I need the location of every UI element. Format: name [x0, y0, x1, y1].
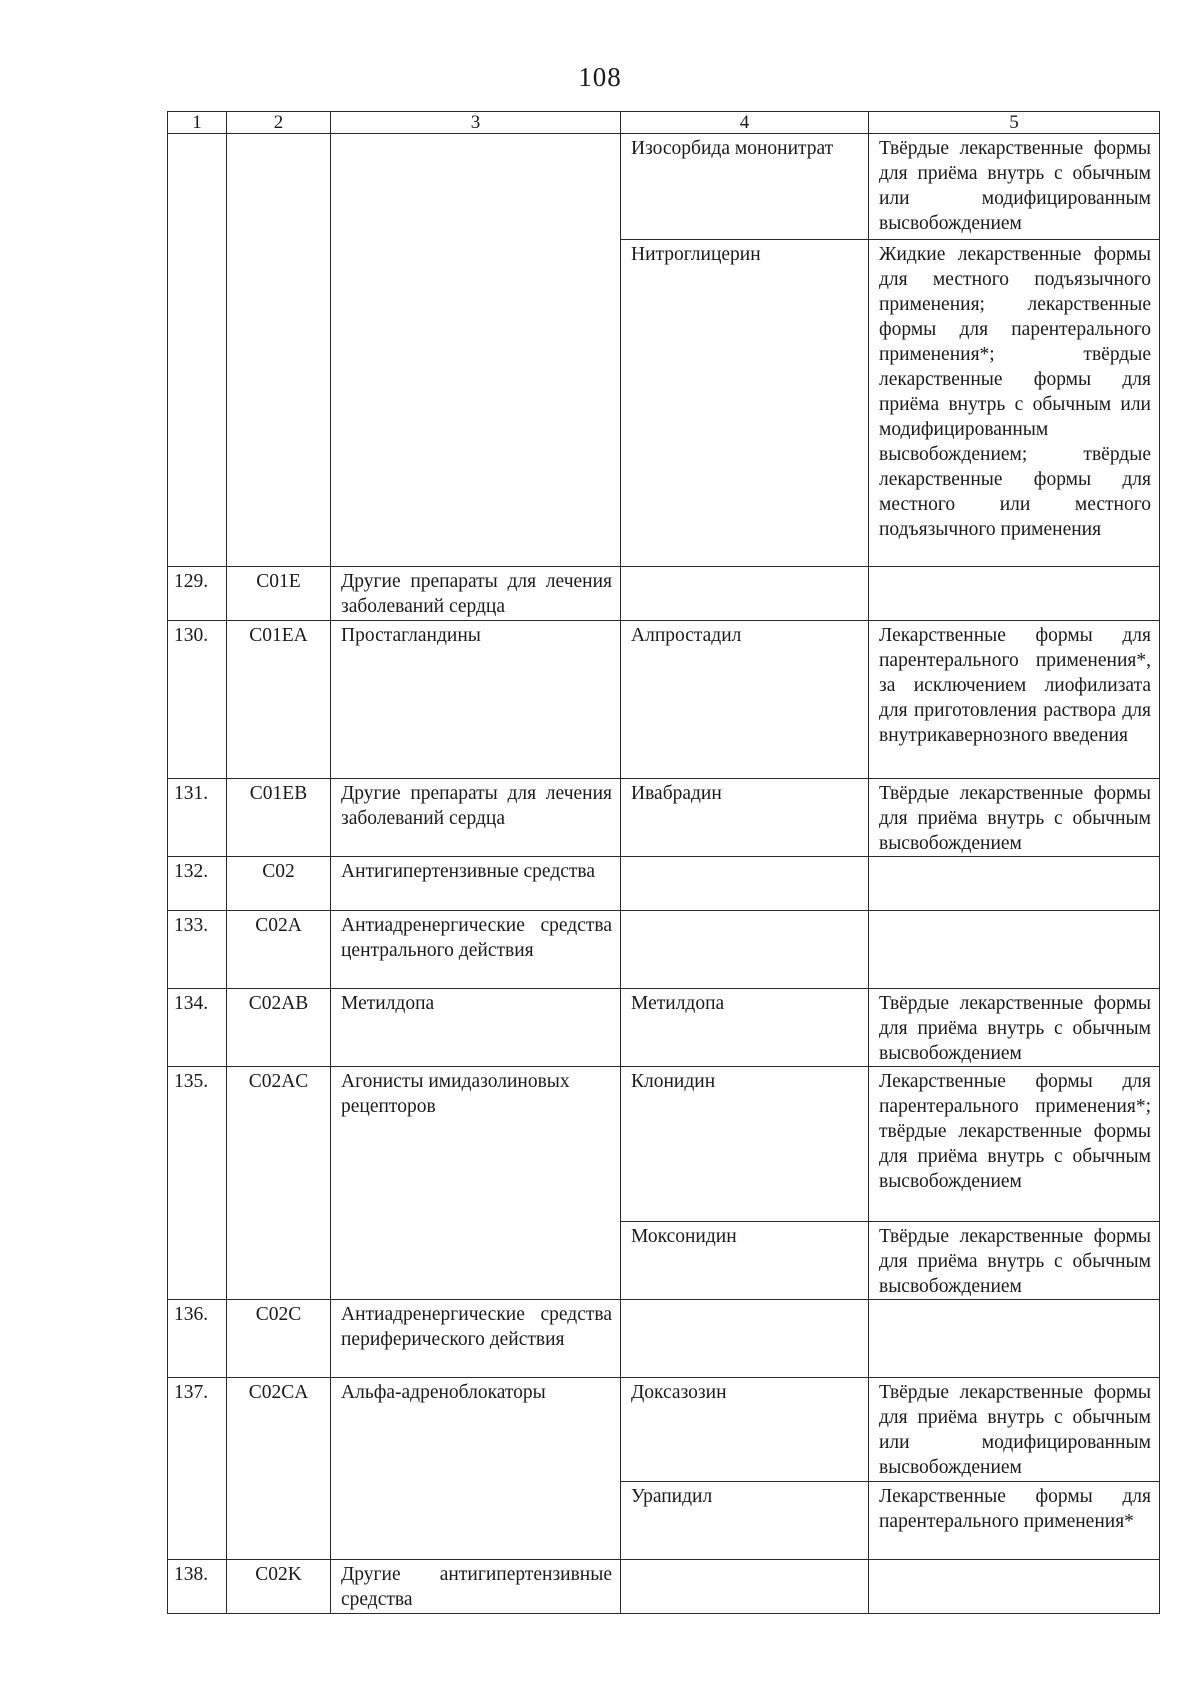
dosage-forms — [869, 911, 1160, 989]
dosage-forms: Твёрдые лекарственные формы для приёма внутрь с обычным высвобождением — [869, 779, 1160, 857]
drug-name: Изосорбида мононитрат — [621, 134, 869, 240]
dosage-forms: Лекарственные формы для парентерального применения* — [869, 1482, 1160, 1560]
atc-code — [227, 134, 331, 567]
drug-name — [621, 1300, 869, 1378]
atc-code: C02 — [227, 857, 331, 911]
table-row — [168, 911, 1160, 989]
group-name: Простагландины — [331, 621, 621, 779]
table-row — [168, 134, 1160, 240]
atc-code: C02C — [227, 1300, 331, 1378]
dosage-forms — [869, 1560, 1160, 1614]
drug-name: Нитроглицерин — [621, 240, 869, 567]
dosage-forms: Лекарственные формы для парентерального применения*, за исключением лиофилизата для приготовления раствора для внутрикавернозного введения — [869, 621, 1160, 779]
dosage-forms: Твёрдые лекарственные формы для приёма внутрь с обычным высвобождением — [869, 989, 1160, 1067]
row-number: 136. — [168, 1300, 227, 1378]
row-number: 131. — [168, 779, 227, 857]
drug-name: Доксазозин — [621, 1378, 869, 1482]
row-number: 130. — [168, 621, 227, 779]
table-row — [168, 1560, 1160, 1614]
table-row — [168, 779, 1160, 857]
row-number: 129. — [168, 567, 227, 621]
row-number: 138. — [168, 1560, 227, 1614]
header-col-5: 5 — [869, 112, 1160, 134]
dosage-forms: Лекарственные формы для парентерального применения*; твёрдые лекарственные формы для приёма внутрь с обычным высвобождением — [869, 1067, 1160, 1222]
group-name: Другие препараты для лечения заболеваний сердца — [331, 567, 621, 621]
drug-name: Метилдопа — [621, 989, 869, 1067]
page-number: 108 — [578, 62, 622, 92]
row-number: 134. — [168, 989, 227, 1067]
dosage-forms: Твёрдые лекарственные формы для приёма внутрь с обычным или модифицированным высвобождением — [869, 1378, 1160, 1482]
drug-name: Ивабрадин — [621, 779, 869, 857]
dosage-forms — [869, 857, 1160, 911]
table-row — [168, 857, 1160, 911]
row-number: 135. — [168, 1067, 227, 1300]
atc-code: C02CA — [227, 1378, 331, 1560]
drug-list-table — [167, 111, 1160, 1614]
drug-name — [621, 911, 869, 989]
dosage-forms: Твёрдые лекарственные формы для приёма внутрь с обычным высвобождением — [869, 1222, 1160, 1300]
atc-code: C02K — [227, 1560, 331, 1614]
group-name: Другие антигипертензивные средства — [331, 1560, 621, 1614]
drug-name: Клонидин — [621, 1067, 869, 1222]
group-name: Антиадренергические средства центрального действия — [331, 911, 621, 989]
table-row — [168, 989, 1160, 1067]
atc-code: C01E — [227, 567, 331, 621]
group-name: Антиадренергические средства периферического действия — [331, 1300, 621, 1378]
drug-name: Моксонидин — [621, 1222, 869, 1300]
group-name: Метилдопа — [331, 989, 621, 1067]
header-col-4: 4 — [621, 112, 869, 134]
row-number — [168, 134, 227, 567]
drug-name — [621, 567, 869, 621]
table-row — [168, 1378, 1160, 1482]
dosage-forms: Твёрдые лекарственные формы для приёма внутрь с обычным или модифицированным высвобождением — [869, 134, 1160, 240]
atc-code: C02A — [227, 911, 331, 989]
table-row — [168, 621, 1160, 779]
group-name: Агонисты имидазолиновых рецепторов — [331, 1067, 621, 1300]
row-number: 132. — [168, 857, 227, 911]
table-row — [168, 1067, 1160, 1222]
atc-code: C02AC — [227, 1067, 331, 1300]
header-col-1: 1 — [168, 112, 227, 134]
atc-code: C01EA — [227, 621, 331, 779]
dosage-forms — [869, 567, 1160, 621]
row-number: 137. — [168, 1378, 227, 1560]
group-name — [331, 134, 621, 567]
drug-name — [621, 857, 869, 911]
atc-code: C01EB — [227, 779, 331, 857]
dosage-forms: Жидкие лекарственные формы для местного подъязычного применения; лекарственные формы для парентерального применения*; твёрдые лекарственные формы для приёма внутрь с обычным или модифицированным высвобождением; твёрдые лекарственные формы для местного или местного подъязычного применения — [869, 240, 1160, 567]
group-name: Другие препараты для лечения заболеваний сердца — [331, 779, 621, 857]
group-name: Альфа-адреноблокаторы — [331, 1378, 621, 1560]
drug-name: Урапидил — [621, 1482, 869, 1560]
row-number: 133. — [168, 911, 227, 989]
table-row — [168, 567, 1160, 621]
header-row — [168, 112, 1160, 134]
atc-code: C02AB — [227, 989, 331, 1067]
dosage-forms — [869, 1300, 1160, 1378]
drug-name — [621, 1560, 869, 1614]
header-col-3: 3 — [331, 112, 621, 134]
group-name: Антигипертензивные средства — [331, 857, 621, 911]
table-row — [168, 1300, 1160, 1378]
drug-name: Алпростадил — [621, 621, 869, 779]
header-col-2: 2 — [227, 112, 331, 134]
